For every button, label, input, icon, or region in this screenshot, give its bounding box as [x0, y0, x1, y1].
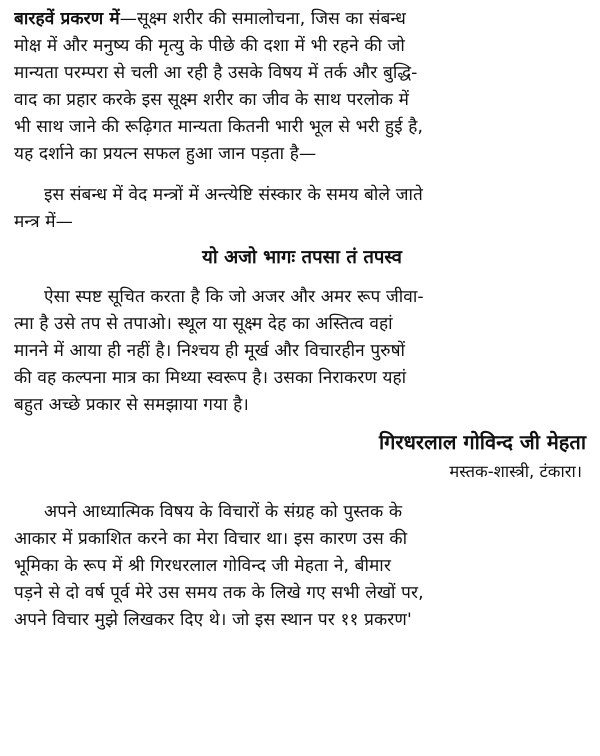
signature-place: मस्तक-शास्त्री, टंकारा। [449, 462, 582, 481]
paragraph-spacer [14, 168, 590, 182]
paragraph-2 [14, 182, 590, 236]
paragraph-3 [14, 284, 590, 419]
paragraph-1-line-5: भी साथ जाने की रूढ़िगत मान्यता कितनी भारी भूल से भरी हुई है, [14, 117, 424, 137]
paragraph-4-line-2: आकार में प्रकाशित करने का मेरा विचार था। इस कारण उस की [14, 529, 408, 549]
paragraph-4-line-1: अपने आध्यात्मिक विषय के विचारों के संग्रह को पुस्तक के [44, 502, 403, 522]
paragraph-1-line-1 [14, 6, 590, 33]
paragraph-3-line-5: बहुत अच्छे प्रकार से समझाया गया है। [14, 395, 249, 415]
paragraph-2-line-1: इस संबन्ध में वेद मन्त्रों में अन्त्येष्टि संस्कार के समय बोले जाते [44, 185, 423, 205]
paragraph-1-line-3: मान्यता परम्परा से चली आ रही है उसके विषय में तर्क और बुद्धि- [14, 63, 418, 83]
paragraph-4-line-5: अपने विचार मुझे लिखकर दिए थे। जो इस स्थान पर ११ प्रकरण' [14, 610, 412, 630]
paragraph-3-line-2: त्मा है उसे तप से तपाओ। स्थूल या सूक्ष्म देह का अस्तित्व वहां [14, 314, 393, 334]
paragraph-4-line-3: भूमिका के रूप में श्री गिरधरलाल गोविन्द जी मेहता ने, बीमार [14, 556, 391, 576]
paragraph-3-line-3: मानने में आया ही नहीं है। निश्चय ही मूर्ख और विचारहीन पुरुषों [14, 341, 406, 361]
paragraph-1-line-2: मोक्ष में और मनुष्य की मृत्यु के पीछे की दशा में भी रहने की जो [14, 36, 405, 56]
vedic-verse: यो अजो भागः तपसा तं तपस्व [202, 247, 402, 268]
paragraph-spacer [14, 485, 590, 499]
paragraph-1-line-6: यह दर्शाने का प्रयत्न सफल हुआ जान पड़ता है— [14, 144, 317, 164]
paragraph-3-line-4: की वह कल्पना मात्र का मिथ्या स्वरूप है। उसका निराकरण यहां [14, 368, 407, 388]
paragraph-1-line-1-rest: —सूक्ष्म शरीर की समालोचना, जिस का संबन्ध [119, 9, 406, 29]
paragraph-4 [14, 499, 590, 634]
paragraph-1-line-4: वाद का प्रहार करके इस सूक्ष्म शरीर का जीव के साथ परलोक में [14, 90, 410, 110]
paragraph-4-line-4: पड़ने से दो वर्ष पूर्व मेरे उस समय तक के लिखे गए सभी लेखों पर, [14, 583, 424, 603]
paragraph-1 [14, 6, 590, 168]
signature-name: गिरधरलाल गोविन्द जी मेहता [378, 430, 586, 454]
paragraph-3-line-1: ऐसा स्पष्ट सूचित करता है कि जो अजर और अमर रूप जीवा- [44, 287, 424, 307]
chapter-reference: बारहवें प्रकरण में [14, 9, 120, 29]
paragraph-2-line-2: मन्त्र में— [14, 212, 73, 232]
